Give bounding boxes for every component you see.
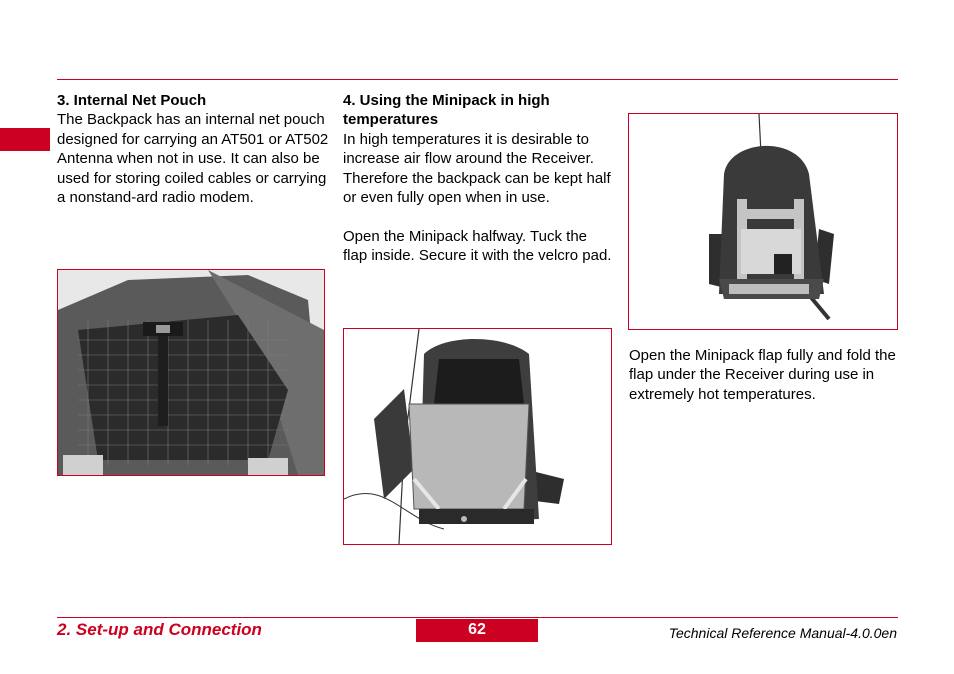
minipack-fully-open-photo	[628, 113, 898, 330]
section-minipack-high-temperatures	[343, 91, 615, 266]
page-number: 62	[416, 619, 538, 642]
chapter-tab-marker	[0, 128, 50, 151]
footer-section-title: 2. Set-up and Connection	[57, 620, 262, 639]
footer-rule	[57, 617, 898, 618]
header-rule	[57, 79, 898, 80]
section-body: The Backpack has an internal net pouch designed for carrying an AT501 or AT502 Antenna when not in use. It can also be used for storing coiled cables or carrying a nonstand-ard radio modem.	[57, 111, 329, 207]
section-minipack-fully-open	[629, 346, 901, 404]
net-pouch-photo	[57, 269, 325, 476]
section-heading: 3. Internal Net Pouch	[57, 92, 207, 109]
section-heading: 4. Using the Minipack in high temperatures	[343, 92, 550, 129]
section-internal-net-pouch	[57, 91, 329, 207]
minipack-half-open-photo	[343, 328, 612, 545]
section-body: Open the Minipack flap fully and fold the flap under the Receiver during use in extremely hot temperatures.	[629, 347, 896, 403]
footer-manual-title: Technical Reference Manual-4.0.0en	[668, 625, 897, 641]
section-paragraph-2: Open the Minipack halfway. Tuck the flap inside. Secure it with the velcro pad.	[343, 227, 612, 265]
section-paragraph-1: In high temperatures it is desirable to increase air flow around the Receiver. Therefore the backpack can be kept half or even fully open when in use.	[343, 130, 611, 207]
